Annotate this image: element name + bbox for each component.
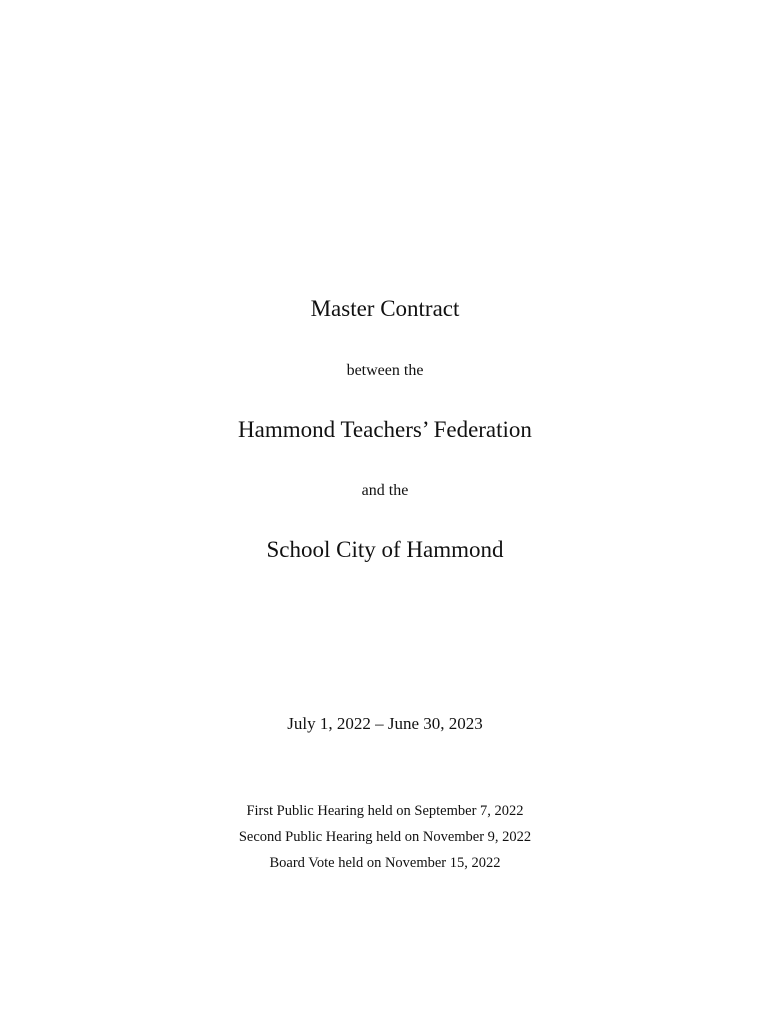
contract-title: Master Contract	[310, 296, 460, 321]
hearing-date-first: First Public Hearing held on September 7, 2022	[246, 803, 524, 819]
hearing-dates-list	[0, 798, 770, 876]
party-one-name: Hammond Teachers’ Federation	[238, 417, 532, 442]
between-connector: between the	[346, 362, 424, 379]
board-vote-date: Board Vote held on November 15, 2022	[269, 855, 501, 871]
and-connector: and the	[361, 482, 409, 499]
contract-term: July 1, 2022 – June 30, 2023	[287, 714, 483, 733]
hearing-date-second: Second Public Hearing held on November 9, 2022	[238, 829, 532, 845]
party-two-name: School City of Hammond	[266, 537, 504, 562]
